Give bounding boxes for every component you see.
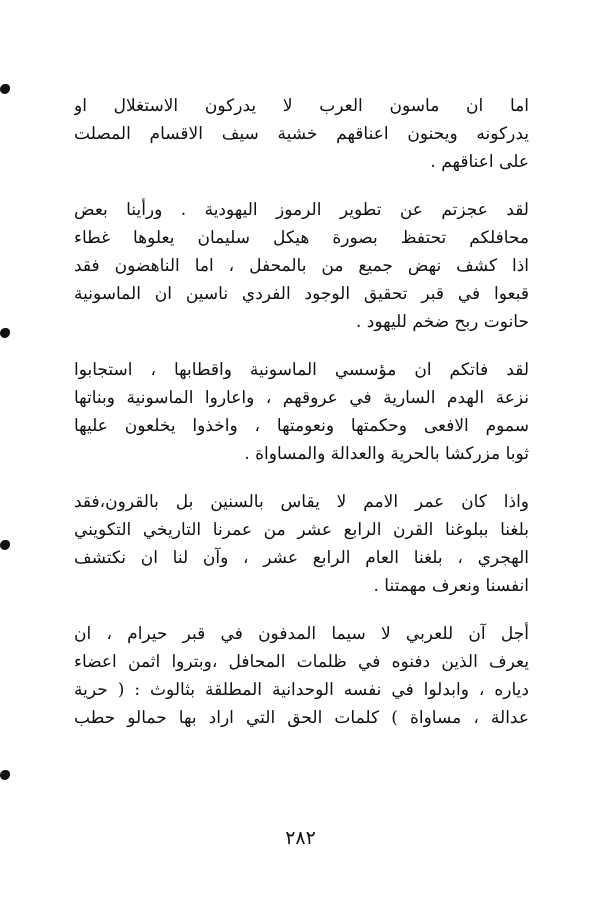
margin-ink-mark [0, 770, 10, 780]
margin-ink-mark [0, 84, 10, 94]
body-text [74, 92, 529, 752]
text-line: لقد عجزتم عن تطوير الرموز اليهودية . ورأينا بعض [74, 200, 529, 220]
text-line: على اعناقهم . [430, 152, 529, 172]
text-line: لقد فاتكم ان مؤسسي الماسونية واقطابها ، استجابوا [74, 360, 529, 380]
text-line: محافلكم تحتفظ بصورة هيكل سليمان يعلوها غطاء [74, 228, 529, 248]
text-line: بلغنا ببلوغنا القرن الرابع عشر من عمرنا التاريخي التكويني [74, 520, 529, 540]
text-line: أجل آن للعربي لا سيما المدفون في قبر حيرام ، ان [74, 624, 529, 644]
paragraph [74, 196, 529, 336]
text-line: حانوت ربح ضخم لليهود . [356, 312, 529, 332]
paragraph [74, 620, 529, 732]
text-line: انفسنا ونعرف مهمتنا . [373, 576, 529, 596]
text-line: اذا كشف نهض جميع من بالمحفل ، اما الناهضون فقد [74, 256, 529, 276]
text-line: عدالة ، مساواة ) كلمات الحق التي اراد بها حمالو حطب [74, 708, 529, 728]
page-number: ٢٨٢ [285, 827, 316, 849]
text-line: الهجري ، بلغنا العام الرابع عشر ، وآن لنا ان نكتشف [74, 548, 529, 568]
paragraph [74, 92, 529, 176]
text-line: واذا كان عمر الامم لا يقاس بالسنين بل بالقرون،فقد [74, 492, 529, 512]
text-line: قبعوا في قبر تحقيق الوجود الفردي ناسين ان الماسونية [74, 284, 529, 304]
paragraph [74, 356, 529, 468]
text-line: سموم الافعى وحكمتها ونعومتها ، واخذوا يخلعون عليها [74, 416, 529, 436]
margin-ink-mark [0, 540, 10, 550]
text-line: نزعة الهدم السارية في عروقهم ، واعاروا الماسونية وبناتها [74, 388, 529, 408]
text-line: دياره ، وابدلوا في نفسه الوحدانية المطلقة بثالوث : ( حرية [74, 680, 529, 700]
text-line: يعرف الذين دفنوه في ظلمات المحافل ،وبتروا اثمن اعضاء [74, 652, 529, 672]
margin-ink-mark [0, 328, 10, 338]
text-line: اما ان ماسون العرب لا يدركون الاستغلال او [74, 96, 529, 116]
text-line: يدركونه ويحنون اعناقهم خشية سيف الاقسام المصلت [74, 124, 529, 144]
paragraph [74, 488, 529, 600]
text-line: ثوبا مزركشا بالحرية والعدالة والمساواة . [244, 444, 529, 464]
